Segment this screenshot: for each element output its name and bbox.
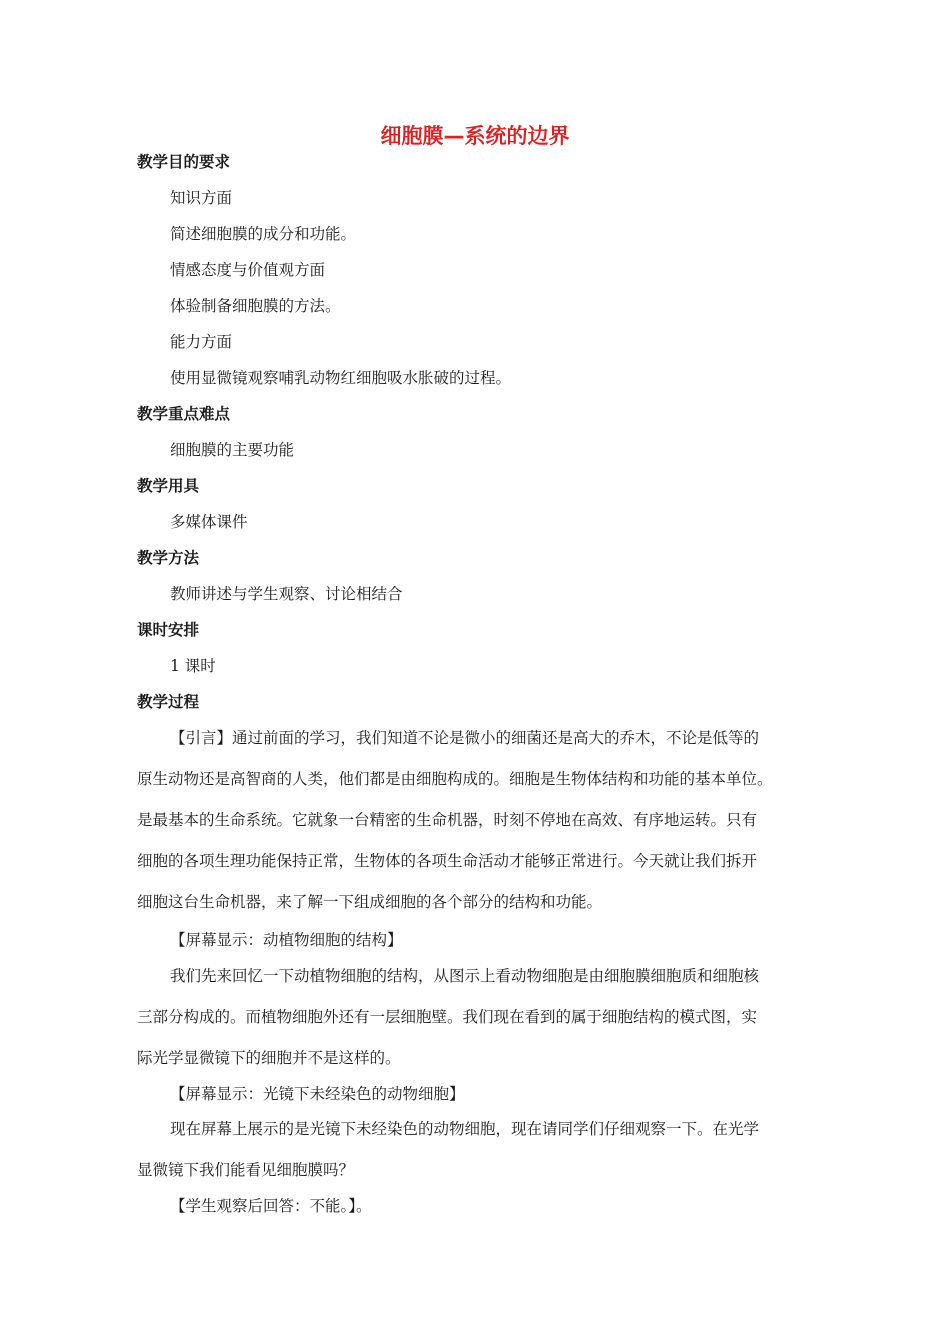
paragraph-line: 是最基本的生命系统。它就象一台精密的生命机器，时刻不停地在高效、有序地运转。只有 (137, 811, 758, 829)
student-answer-note: 【学生观察后回答：不能。】。 (170, 1197, 372, 1215)
objective-item: 简述细胞膜的成分和功能。 (170, 225, 357, 243)
recall-paragraph (137, 965, 817, 1088)
tools-item: 多媒体课件 (170, 513, 248, 531)
screen-display-note: 【屏幕显示：光镜下未经染色的动物细胞】 (170, 1085, 465, 1103)
schedule-item: 1 课时 (170, 657, 216, 675)
paragraph-line: 原生动物还是高智商的人类，他们都是由细胞构成的。细胞是生物体结构和功能的基本单位。 (137, 770, 773, 788)
key-point-item: 细胞膜的主要功能 (170, 441, 295, 459)
paragraph-line: 显微镜下我们能看见细胞膜吗？ (137, 1161, 355, 1179)
section-heading-process: 教学过程 (137, 693, 200, 711)
section-heading-tools: 教学用具 (137, 477, 200, 495)
paragraph-line: 【引言】通过前面的学习，我们知道不论是微小的细菌还是高大的乔木，不论是低等的 (170, 729, 760, 747)
screen-display-note: 【屏幕显示：动植物细胞的结构】 (170, 931, 403, 949)
paragraph-line: 现在屏幕上展示的是光镜下未经染色的动物细胞，现在请同学们仔细观察一下。在光学 (170, 1120, 760, 1138)
section-heading-method: 教学方法 (137, 549, 200, 567)
objective-item: 能力方面 (170, 333, 233, 351)
section-heading-objectives: 教学目的要求 (137, 153, 231, 171)
document-title: 细胞膜—系统的边界 (380, 124, 570, 148)
paragraph-line: 细胞这台生命机器，来了解一下组成细胞的各个部分的结构和功能。 (137, 893, 603, 911)
paragraph-line: 我们先来回忆一下动植物细胞的结构，从图示上看动物细胞是由细胞膜细胞质和细胞核 (170, 967, 760, 985)
paragraph-line: 细胞的各项生理功能保持正常，生物体的各项生命活动才能够正常进行。今天就让我们拆开 (137, 852, 758, 870)
objective-item: 体验制备细胞膜的方法。 (170, 297, 341, 315)
paragraph-line: 际光学显微镜下的细胞并不是这样的。 (137, 1049, 401, 1067)
method-item: 教师讲述与学生观察、讨论相结合 (170, 585, 403, 603)
observation-paragraph (137, 1118, 817, 1200)
intro-paragraph (137, 727, 817, 932)
paragraph-line: 三部分构成的。而植物细胞外还有一层细胞壁。我们现在看到的属于细胞结构的模式图，实 (137, 1008, 758, 1026)
section-heading-key-points: 教学重点难点 (137, 405, 231, 423)
section-heading-schedule: 课时安排 (137, 621, 200, 639)
objective-item: 情感态度与价值观方面 (170, 261, 326, 279)
objective-item: 知识方面 (170, 189, 233, 207)
objective-item: 使用显微镜观察哺乳动物红细胞吸水胀破的过程。 (170, 369, 512, 387)
